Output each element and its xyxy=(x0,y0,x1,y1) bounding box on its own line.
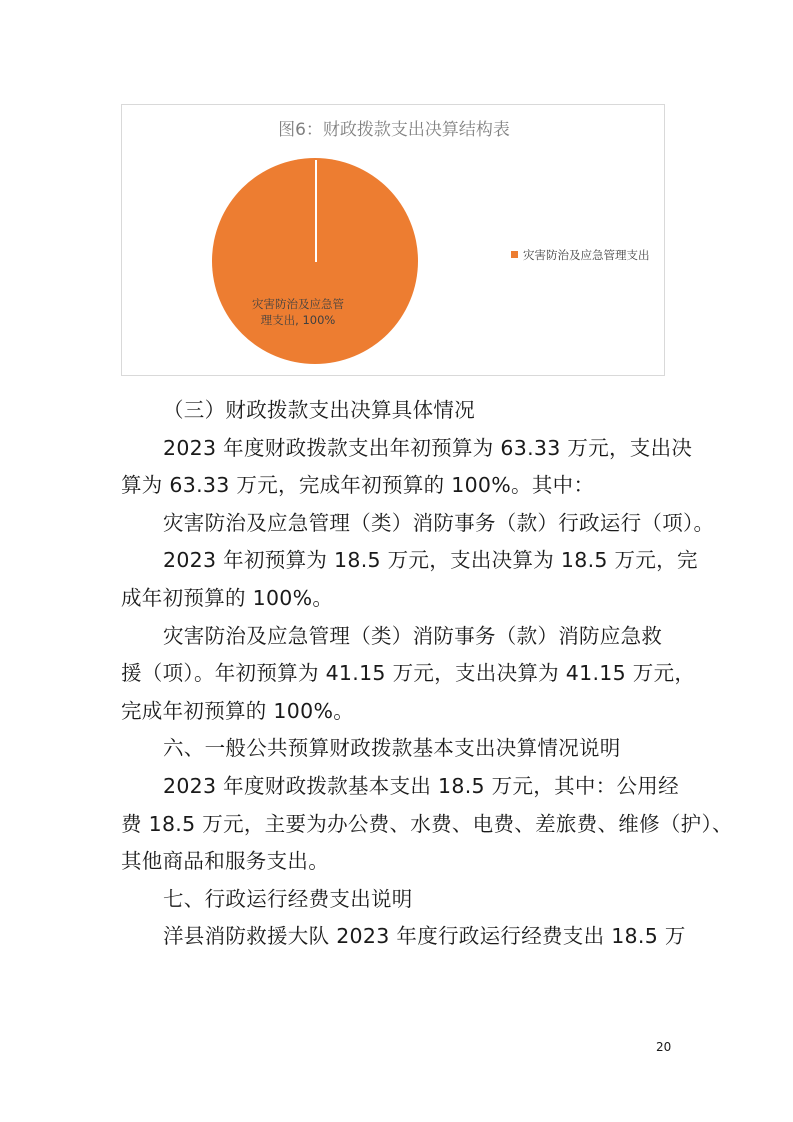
paragraph-line: 成年初预算的 100%。 xyxy=(121,585,334,610)
paragraph-line: 援（项）。年初预算为 41.15 万元，支出决算为 41.15 万元， xyxy=(121,661,696,686)
paragraph-line: 七、行政运行经费支出说明 xyxy=(163,886,413,911)
pie-chart xyxy=(121,104,665,376)
paragraph-line: 2023 年初预算为 18.5 万元，支出决算为 18.5 万元，完 xyxy=(163,548,698,573)
paragraph-line: 六、一般公共预算财政拨款基本支出决算情况说明 xyxy=(163,736,621,761)
paragraph-line: 2023 年度财政拨款支出年初预算为 63.33 万元，支出决 xyxy=(163,435,693,460)
paragraph-line: 2023 年度财政拨款基本支出 18.5 万元，其中：公用经 xyxy=(163,773,679,798)
paragraph-line: 灾害防治及应急管理（类）消防事务（款）消防应急救 xyxy=(163,623,663,648)
legend-swatch xyxy=(511,251,518,258)
data-label-line-2: 理支出, 100% xyxy=(260,313,336,327)
page-number: 20 xyxy=(656,1040,672,1054)
data-label-line-1: 灾害防治及应急管 xyxy=(252,297,344,311)
document-body xyxy=(121,392,733,956)
pie-chart-svg xyxy=(122,105,666,377)
paragraph-line: 完成年初预算的 100%。 xyxy=(121,698,355,723)
legend xyxy=(511,248,650,262)
legend-label: 灾害防治及应急管理支出 xyxy=(523,248,650,262)
chart-title: 图6：财政拨款支出决算结构表 xyxy=(278,120,510,140)
paragraph-line: 算为 63.33 万元，完成年初预算的 100%。其中： xyxy=(121,473,595,498)
paragraph-line: 洋县消防救援大队 2023 年度行政运行经费支出 18.5 万 xyxy=(163,924,686,949)
paragraph-line: 灾害防治及应急管理（类）消防事务（款）行政运行（项）。 xyxy=(163,510,715,535)
paragraph-line: 费 18.5 万元，主要为办公费、水费、电费、差旅费、维修（护）、 xyxy=(121,811,733,836)
paragraph-line: （三）财政拨款支出决算具体情况 xyxy=(163,398,475,422)
paragraph-line: 其他商品和服务支出。 xyxy=(121,849,329,874)
